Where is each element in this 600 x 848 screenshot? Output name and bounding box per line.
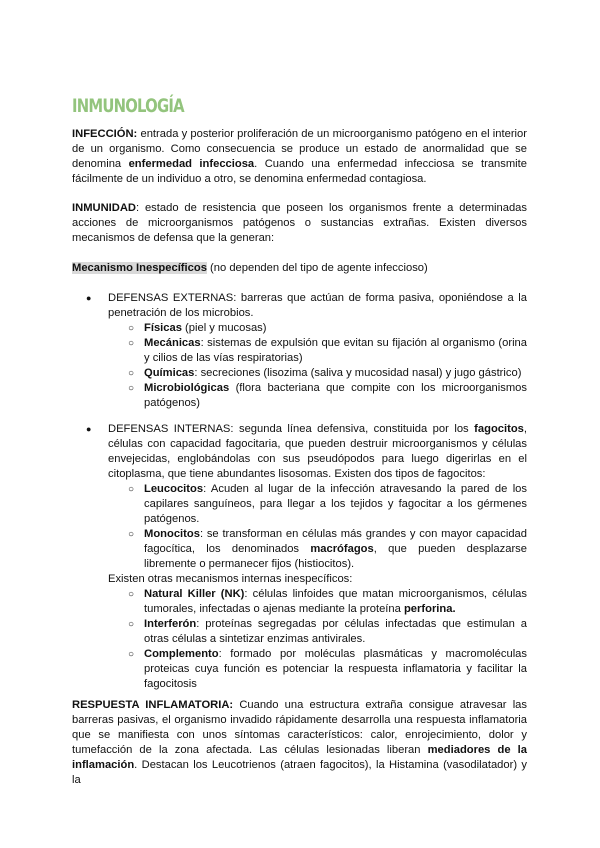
item-text: : secreciones (lisozima (saliva y mucosidad nasal) y jugo gástrico) <box>194 367 522 379</box>
respuesta-term: RESPUESTA INFLAMATORIA: <box>72 699 234 711</box>
infeccion-bold: enfermedad infecciosa <box>128 158 255 170</box>
page-title: INMUNOLOGÍA <box>72 95 184 117</box>
respuesta-paragraph <box>72 698 527 788</box>
list-item <box>108 482 527 527</box>
infeccion-paragraph <box>72 127 527 187</box>
item-term: Leucocitos <box>144 483 204 495</box>
item-term: Natural Killer (NK) <box>144 588 245 600</box>
item-term: Microbiológicas <box>144 382 230 394</box>
respuesta-bold: mediadores de la inflamación <box>72 744 527 771</box>
internas-bold: fagocitos <box>474 423 524 435</box>
item-term: Complemento <box>144 648 219 660</box>
list-item <box>108 381 527 411</box>
infeccion-term: INFECCIÓN: <box>72 128 138 140</box>
respuesta-text-2: . Destacan los Leucotrienos (atraen fagocitos), la Histamina (vasodilatador) y la <box>72 759 527 786</box>
mecanismo-label: Mecanismo Inespecíficos <box>72 262 207 274</box>
otros-sublist <box>108 587 527 692</box>
list-item <box>108 587 527 617</box>
infeccion-text-2: . Cuando una enfermedad infecciosa se transmite fácilmente de un individuo a otro, se denomina enfermedad contagiosa. <box>72 158 528 185</box>
defensas-externas-list <box>72 291 527 411</box>
item-bold: perforina. <box>403 603 456 615</box>
item-text: : formado por moléculas plasmáticas y macromoléculas proteicas cuya función es potenciar la respuesta inflamatoria y facilitar la fagocitosis <box>144 648 527 690</box>
infeccion-text-1: entrada y posterior proliferación de un microorganismo patógeno en el interior de un organismo. Como consecuencia se produce un estado de anormalidad que se denomina <box>72 128 527 170</box>
item-term: Interferón <box>144 618 197 630</box>
list-item <box>108 527 527 572</box>
defensas-externas-item <box>72 291 527 411</box>
list-item <box>108 647 527 692</box>
item-text: : Acuden al lugar de la infección atravesando la pared de los capilares sanguíneos, para llegar a los tejidos y fagocitar a los gérmenes patógenos. <box>144 483 527 525</box>
mecanismo-heading <box>72 261 527 276</box>
list-item <box>108 321 527 336</box>
item-text: (piel y mucosas) <box>181 322 267 334</box>
defensas-internas-list <box>72 422 527 692</box>
otros-intro: Existen otras mecanismos internas inespecíficos: <box>108 573 353 585</box>
item-text: (flora bacteriana que compite con los microorganismos patógenos) <box>144 382 527 409</box>
list-item <box>108 336 527 366</box>
internas-text-1: DEFENSAS INTERNAS: segunda línea defensiva, constituida por los <box>108 423 475 435</box>
mecanismo-text: (no dependen del tipo de agente infeccioso) <box>206 262 428 274</box>
item-text: : sistemas de expulsión que evitan su fijación al organismo (orina y cilios de las vías respiratorias) <box>144 337 527 364</box>
item-term: Monocitos <box>144 528 200 540</box>
inmunidad-term: INMUNIDAD <box>72 202 137 214</box>
item-term: Químicas <box>144 367 195 379</box>
item-text: : se transforman en células más grandes y con mayor capacidad fagocítica, los denominados <box>144 528 527 555</box>
item-term: Físicas <box>144 322 182 334</box>
defensas-externas-text: DEFENSAS EXTERNAS: barreras que actúan de forma pasiva, oponiéndose a la penetración de los microbios. <box>108 292 527 319</box>
defensas-internas-item <box>72 422 527 692</box>
inmunidad-paragraph <box>72 201 527 246</box>
item-text-2: , que pueden desplazarse libremente o permanecer fijos (histiocitos). <box>144 543 527 570</box>
item-bold: macrófagos <box>310 543 374 555</box>
list-item <box>108 366 527 381</box>
list-item <box>108 617 527 647</box>
externas-sublist <box>108 321 527 411</box>
item-term: Mecánicas <box>144 337 201 349</box>
internas-text-2: , células con capacidad fagocitaria, que pueden destruir microorganismos y células envejecidas, englobándolas con sus pseudópodos para luego digerirlas en el citoplasma, que tiene abundantes lisosomas. Existen dos tipos de fagocitos: <box>108 423 527 480</box>
item-text: : células linfoides que matan microorganismos, células tumorales, infectadas o ajenas mediante la proteína <box>144 588 527 615</box>
fagocitos-sublist <box>108 482 527 572</box>
item-text: : proteínas segregadas por células infectadas que estimulan a otras células a sintetizar enzimas antivirales. <box>144 618 527 645</box>
respuesta-text-1: Cuando una estructura extraña consigue atravesar las barreras pasivas, el organismo invadido rápidamente desarrolla una respuesta inflamatoria que se manifiesta con unos síntomas característicos: calor, enrojecimiento, dolor y tumefacción de la zona afectada. Las células lesionadas liberan <box>72 699 527 756</box>
inmunidad-text: : estado de resistencia que poseen los organismos frente a determinadas acciones de microorganismos patógenos o sustancias extrañas. Existen diversos mecanismos de defensa que la generan: <box>72 202 527 244</box>
